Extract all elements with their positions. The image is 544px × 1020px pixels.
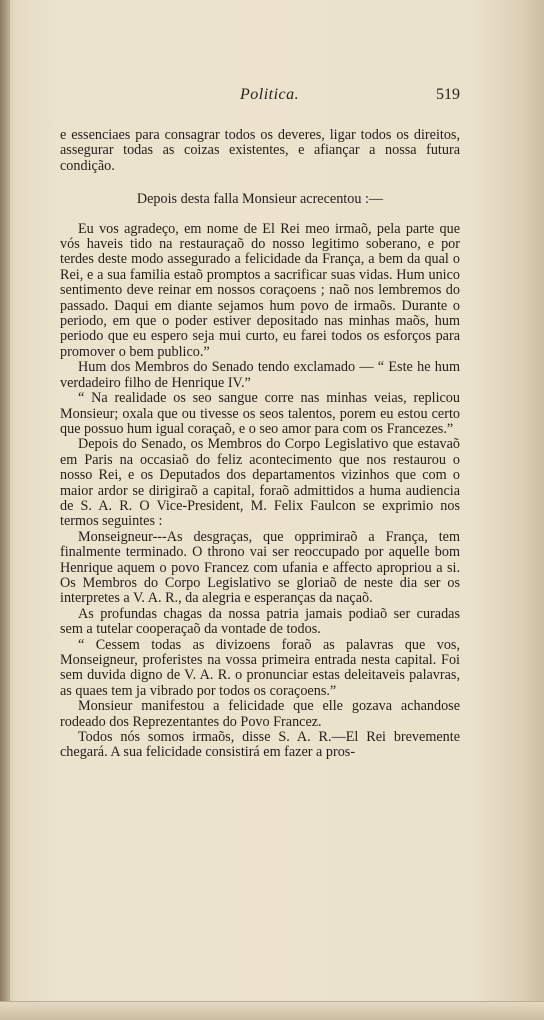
paragraph-11: Todos nós somos irmaõs, disse S. A. R.—El Rei brevemente chegará. A sua felicidade consistirá em fazer a pros-: [60, 729, 460, 761]
paragraph-8: As profundas chagas da nossa patria jamais podiaõ ser curadas sem a tutelar cooperaçaõ da vontade de todos.: [60, 605, 460, 638]
running-title: Politica.: [240, 86, 300, 103]
page-bottom-edge: [0, 1001, 544, 1020]
paragraph-7: Monseigneur---As desgraças, que opprimiraõ a França, tem finalmente terminado. O throno vai ser reoccupado por aquelle bom Henrique aquem o povo Francez com ufania e affecto apropriou a si. Os Membros do Corpo Legislativo se gloriaõ de neste dia ser os interpretes a V. A. R., da alegria e esperanças da naçaõ.: [60, 528, 460, 607]
paragraph-1: e essenciaes para consagrar todos os deveres, ligar todos os direitos, assegurar todas as coizas existentes, e afiançar a nossa futura condição.: [60, 127, 460, 174]
page-binding-shadow: [0, 0, 10, 1020]
body-text: [60, 128, 460, 761]
page-header: [0, 86, 544, 108]
paragraph-6: Depois do Senado, os Membros do Corpo Legislativo que estavaõ em Paris na occasiaõ do feliz acontecimento que nos restaurou o nosso Rei, e os Deputados dos departamentos vizinhos que com o maior ardor se dirigiraõ a capital, foraõ admittidos a huma audiencia de S. A. R. O Vice-President, M. Felix Faulcon se exprimio nos termos seguintes :: [60, 436, 460, 530]
paragraph-3: Eu vos agradeço, em nome de El Rei meo irmaõ, pela parte que vós haveis tido na restauraçaõ do nosso legitimo soberano, e por terdes deste modo assegurado a felicidade da França, a bem da qual o Rei, e a sua familia estaõ promptos a sacrificar suas vidas. Hum unico sentimento deve reinar em nossos coraçoens ; naõ nos lembremos do passado. Daqui em diante sejamos hum povo de irmaõs. Durante o periodo, em que o poder estiver depositado nas minhas maõs, hum periodo que eu espero seja mui curto, eu farei todos os esforços para promover o bem publico.”: [60, 220, 460, 360]
page-number: 519: [436, 86, 460, 103]
paragraph-2: Depois desta falla Monsieur acrecentou :—: [136, 191, 384, 208]
paragraph-10: Monsieur manifestou a felicidade que elle gozava achandose rodeado dos Reprezentantes do Povo Francez.: [60, 698, 460, 730]
paragraph-4: Hum dos Membros do Senado tendo exclamado — “ Este he hum verdadeiro filho de Henrique IV.”: [60, 359, 460, 391]
paragraph-5: “ Na realidade os seo sangue corre nas minhas veias, replicou Monsieur; oxala que ou tivesse os seos talentos, porem eu estou certo que possuo hum igual coraçaõ, e o seo amor para com os Francezes.”: [60, 390, 460, 437]
paragraph-9: “ Cessem todas as divizoens foraõ as palavras que vos, Monseigneur, proferistes na vossa primeira entrada nesta capital. Foi sem duvida digno de V. A. R. o pronunciar estas deleitaveis palavras, as quaes tem ja vibrado por todos os coraçoens.”: [60, 636, 460, 699]
